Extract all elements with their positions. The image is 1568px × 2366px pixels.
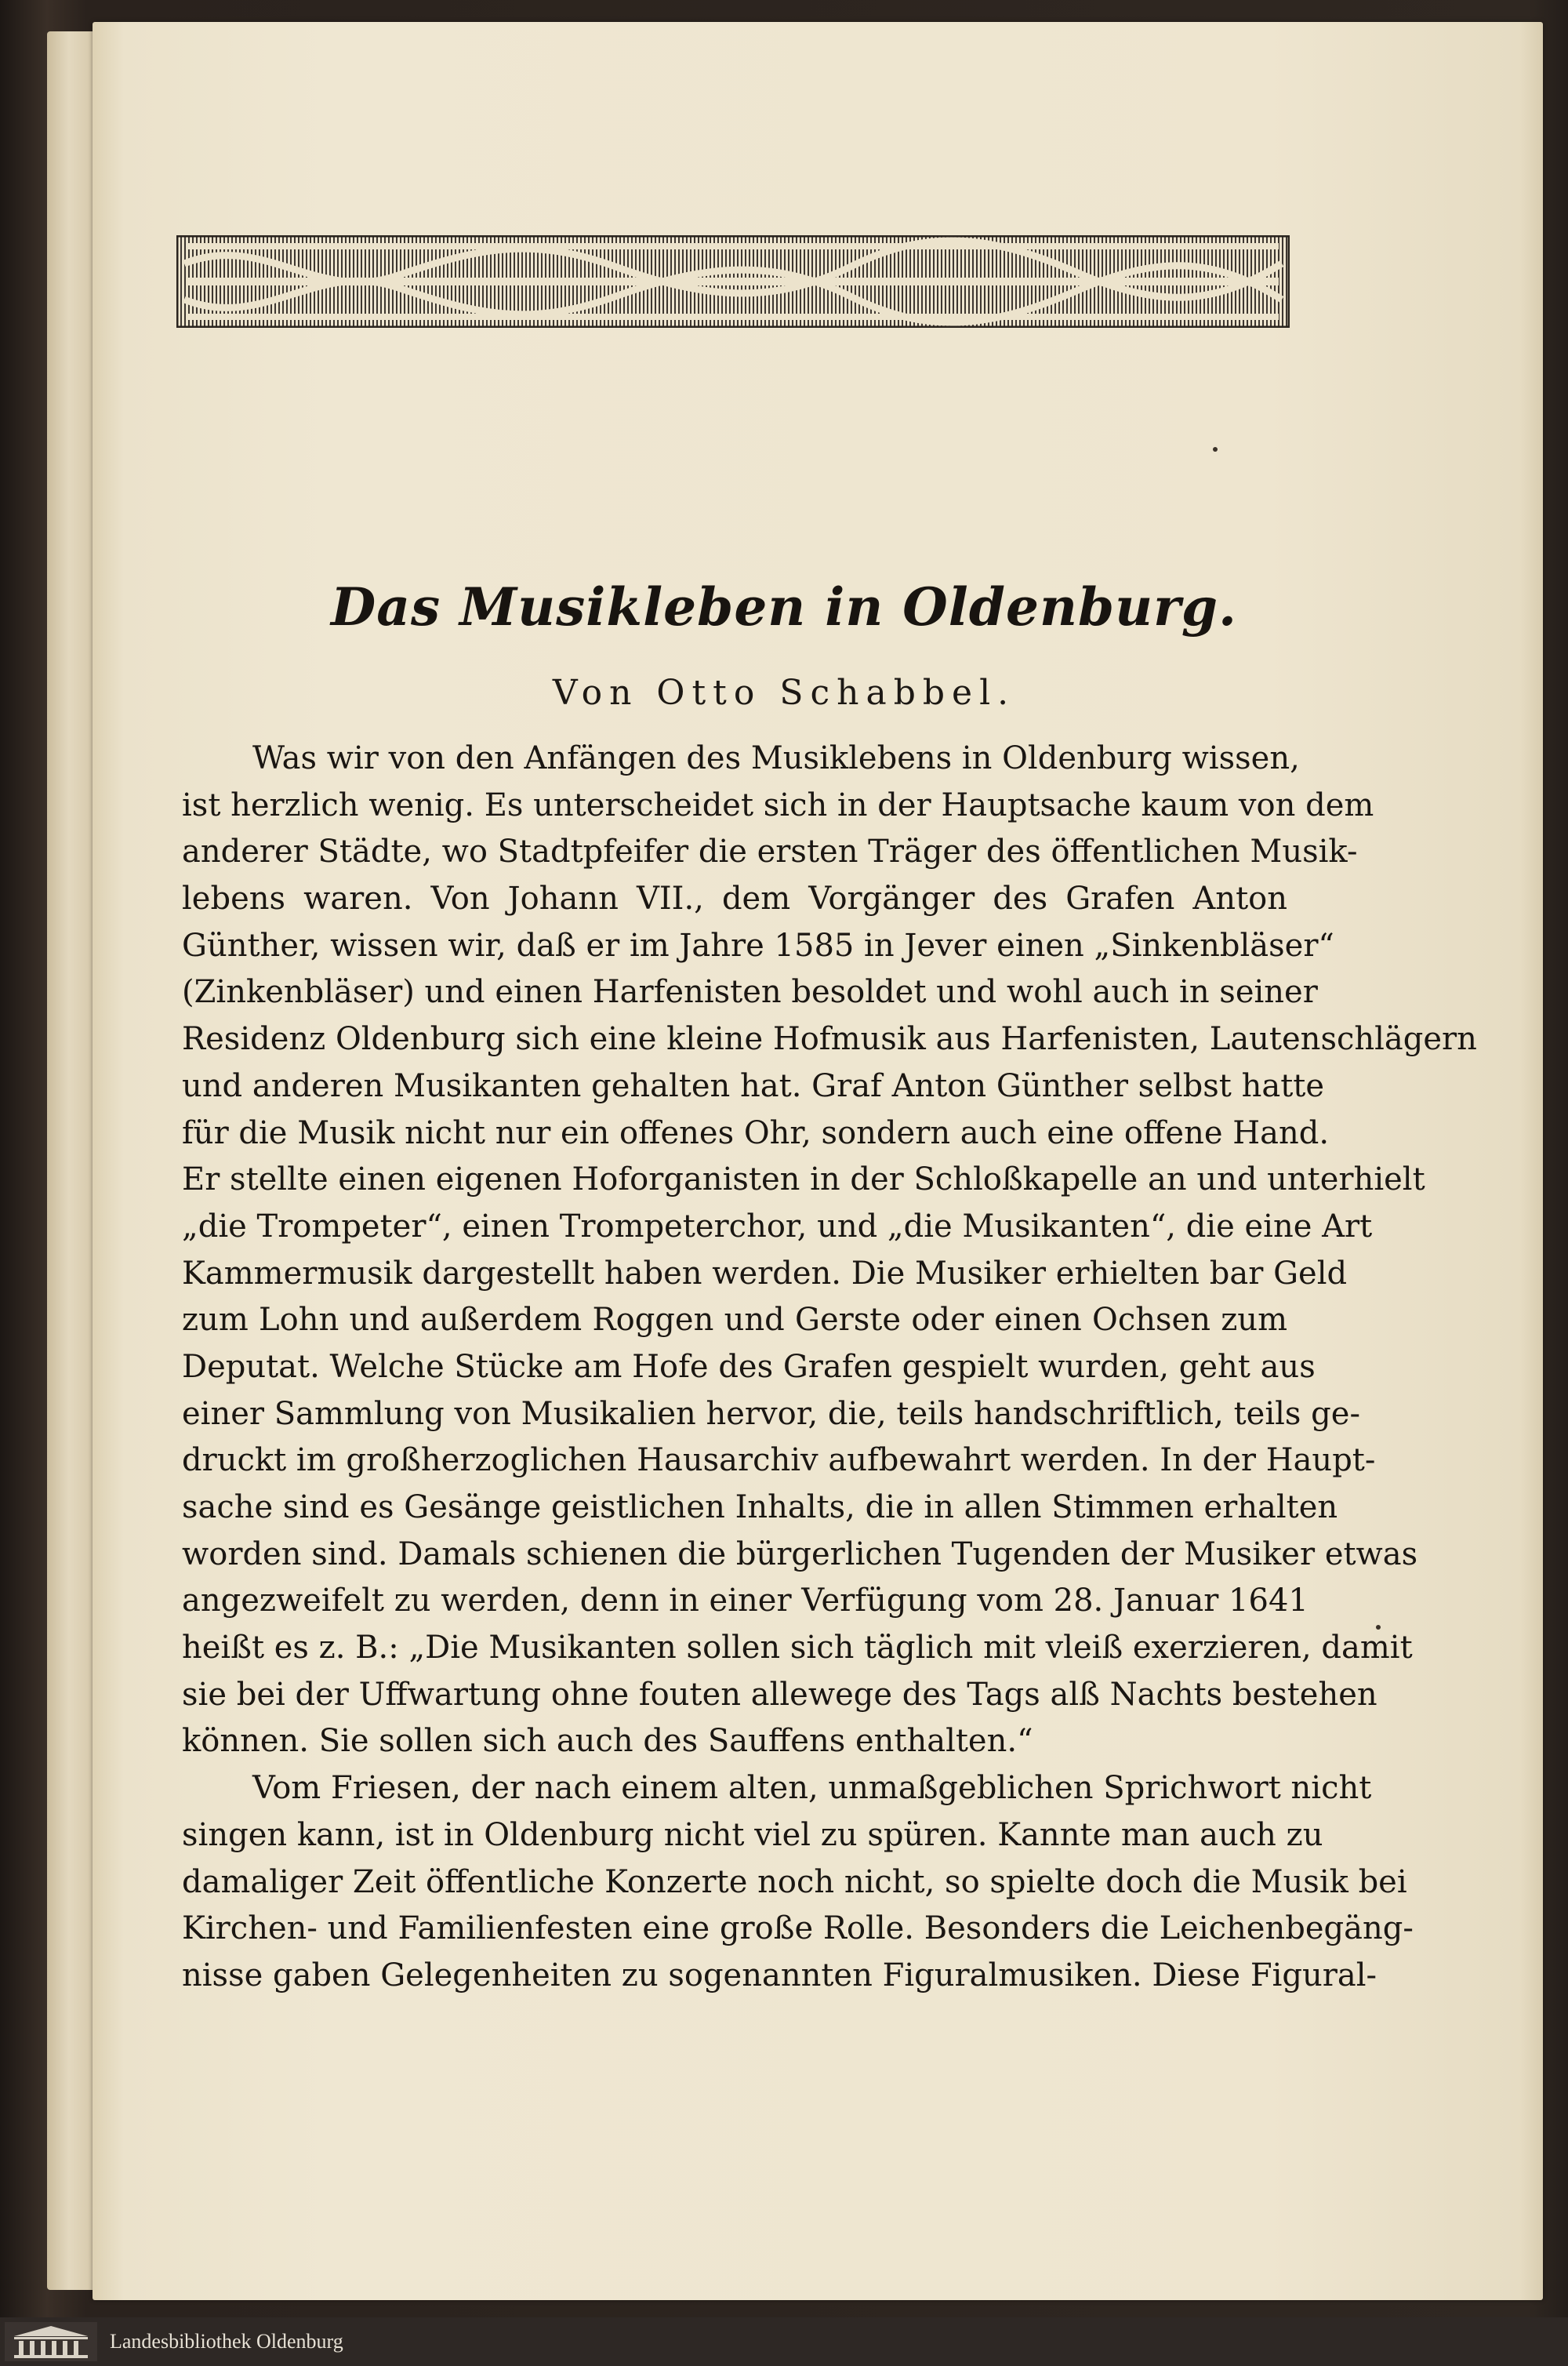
body-line: sie bei der Uffwartung ohne fouten allewege des Tags alß Nachts bestehen: [182, 1676, 1377, 1713]
body-line: druckt im großherzoglichen Hausarchiv aufbewahrt werden. In der Haupt-: [182, 1442, 1376, 1479]
body-line: Deputat. Welche Stücke am Hofe des Grafen gespielt wurden, geht aus: [182, 1348, 1316, 1385]
article-byline: Von Otto Schabbel.: [552, 673, 1016, 713]
body-line: für die Musik nicht nur ein offenes Ohr, sondern auch eine offene Hand.: [182, 1114, 1330, 1151]
body-line: einer Sammlung von Musikalien hervor, die, teils handschriftlich, teils ge-: [182, 1395, 1360, 1432]
body-line: zum Lohn und außerdem Roggen und Gerste oder einen Ochsen zum: [182, 1302, 1287, 1339]
body-line: Er stellte einen eigenen Hoforganisten in der Schloßkapelle an und unterhielt: [182, 1161, 1425, 1198]
body-line: und anderen Musikanten gehalten hat. Graf Anton Günther selbst hatte: [182, 1067, 1325, 1104]
library-name: Landesbibliothek Oldenburg: [110, 2330, 343, 2353]
body-line: nisse gaben Gelegenheiten zu sogenannten Figuralmusiken. Diese Figural-: [182, 1957, 1377, 1993]
body-line: Residenz Oldenburg sich eine kleine Hofmusik aus Harfenisten, Lautenschlägern: [182, 1021, 1477, 1058]
body-line: damaliger Zeit öffentliche Konzerte noch nicht, so spielte doch die Musik bei: [182, 1863, 1407, 1900]
library-building-logo: [5, 2322, 97, 2361]
body-line: Was wir von den Anfängen des Musiklebens in Oldenburg wissen,: [252, 740, 1300, 776]
library-footer-bar: [0, 2317, 1568, 2366]
body-line: Kirchen- und Familienfesten eine große Rolle. Besonders die Leichenbegäng-: [182, 1910, 1414, 1947]
body-line: heißt es z. B.: „Die Musikanten sollen sich täglich mit vleiß exerzieren, damit: [182, 1630, 1413, 1666]
body-line: Kammermusik dargestellt haben werden. Die Musiker erhielten bar Geld: [182, 1255, 1348, 1292]
decorative-ornament-band: [176, 235, 1290, 328]
body-line: Günther, wissen wir, daß er im Jahre 1585 in Jever einen „Sinkenbläser“: [182, 927, 1334, 964]
body-line: lebens waren. Von Johann VII., dem Vorgänger des Grafen Anton: [182, 881, 1287, 918]
body-line: worden sind. Damals schienen die bürgerlichen Tugenden der Musiker etwas: [182, 1536, 1418, 1572]
body-line: Vom Friesen, der nach einem alten, unmaßgeblichen Sprichwort nicht: [252, 1770, 1372, 1807]
body-line: (Zinkenbläser) und einen Harfenisten besoldet und wohl auch in seiner: [182, 974, 1318, 1011]
article-title: Das Musikleben in Oldenburg.: [330, 576, 1238, 638]
body-line: anderer Städte, wo Stadtpfeifer die ersten Träger des öffentlichen Musik-: [182, 834, 1358, 870]
body-line: angezweifelt zu werden, denn in einer Verfügung vom 28. Januar 1641: [182, 1583, 1308, 1619]
article-body: [182, 736, 1477, 2000]
body-line: sache sind es Gesänge geistlichen Inhalts, die in allen Stimmen erhalten: [182, 1489, 1338, 1525]
body-line: singen kann, ist in Oldenburg nicht viel zu spüren. Kannte man auch zu: [182, 1816, 1323, 1853]
body-line: „die Trompeter“, einen Trompeterchor, und „die Musikanten“, die eine Art: [182, 1208, 1373, 1245]
stray-ink-dot: [1213, 447, 1218, 452]
body-line: können. Sie sollen sich auch des Sauffens enthalten.“: [182, 1723, 1033, 1760]
body-line: ist herzlich wenig. Es unterscheidet sich in der Hauptsache kaum von dem: [182, 787, 1374, 823]
